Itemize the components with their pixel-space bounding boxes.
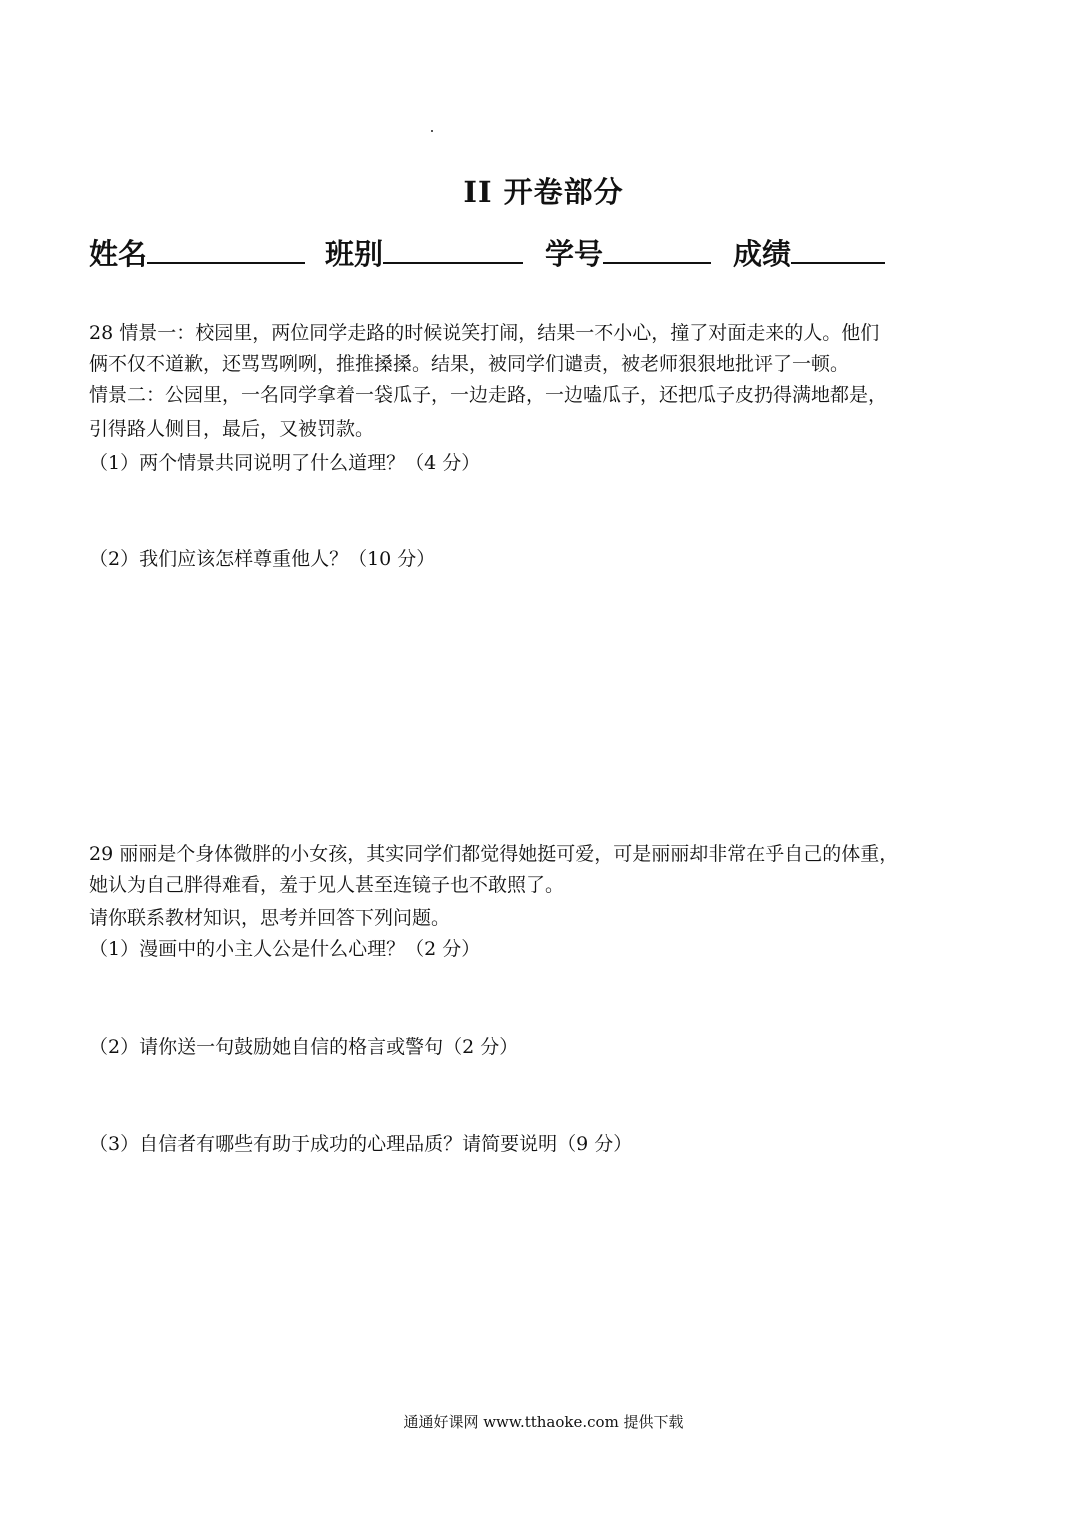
- name-label: 姓名: [89, 237, 148, 271]
- student-no-field: [545, 232, 711, 273]
- class-blank[interactable]: [383, 232, 523, 264]
- q28-sub1: （1）两个情景共同说明了什么道理？（4 分）: [89, 452, 481, 474]
- class-field: [325, 232, 523, 273]
- score-field: [733, 232, 885, 273]
- q28-sub2: （2）我们应该怎样尊重他人？（10 分）: [89, 548, 436, 570]
- student-no-label: 学号: [545, 237, 604, 271]
- q29-sub1: （1）漫画中的小主人公是什么心理？（2 分）: [89, 938, 481, 960]
- class-label: 班别: [325, 237, 384, 271]
- student-no-blank[interactable]: [603, 232, 711, 264]
- scan-dot: [431, 130, 433, 132]
- q29-line3: 请你联系教材知识，思考并回答下列问题。: [89, 907, 451, 929]
- q29-sub3: （3）自信者有哪些有助于成功的心理品质？请简要说明（9 分）: [89, 1133, 633, 1155]
- q28-line2: 俩不仅不道歉，还骂骂咧咧，推推搡搡。结果，被同学们谴责，被老师狠狠地批评了一顿。: [89, 353, 850, 375]
- footer: 通通好课网 www.tthaoke.com 提供下载: [403, 1413, 684, 1431]
- q28-line4: 引得路人侧目，最后，又被罚款。: [89, 418, 375, 440]
- score-blank[interactable]: [791, 232, 885, 264]
- q29-line1: 29 丽丽是个身体微胖的小女孩，其实同学们都觉得她挺可爱，可是丽丽却非常在乎自己的体重，: [89, 843, 899, 865]
- q29-line2: 她认为自己胖得难看，羞于见人甚至连镜子也不敢照了。: [89, 874, 565, 896]
- name-field: [89, 232, 305, 273]
- score-label: 成绩: [733, 237, 792, 271]
- section-title: II 开卷部分: [463, 175, 624, 209]
- q29-sub2: （2）请你送一句鼓励她自信的格言或警句（2 分）: [89, 1036, 519, 1058]
- name-blank[interactable]: [147, 232, 305, 264]
- q28-line1: 28 情景一：校园里，两位同学走路的时候说笑打闹，结果一不小心，撞了对面走来的人。他们: [89, 322, 880, 344]
- q28-line3: 情景二：公园里，一名同学拿着一袋瓜子，一边走路，一边嗑瓜子，还把瓜子皮扔得满地都是，: [89, 384, 888, 406]
